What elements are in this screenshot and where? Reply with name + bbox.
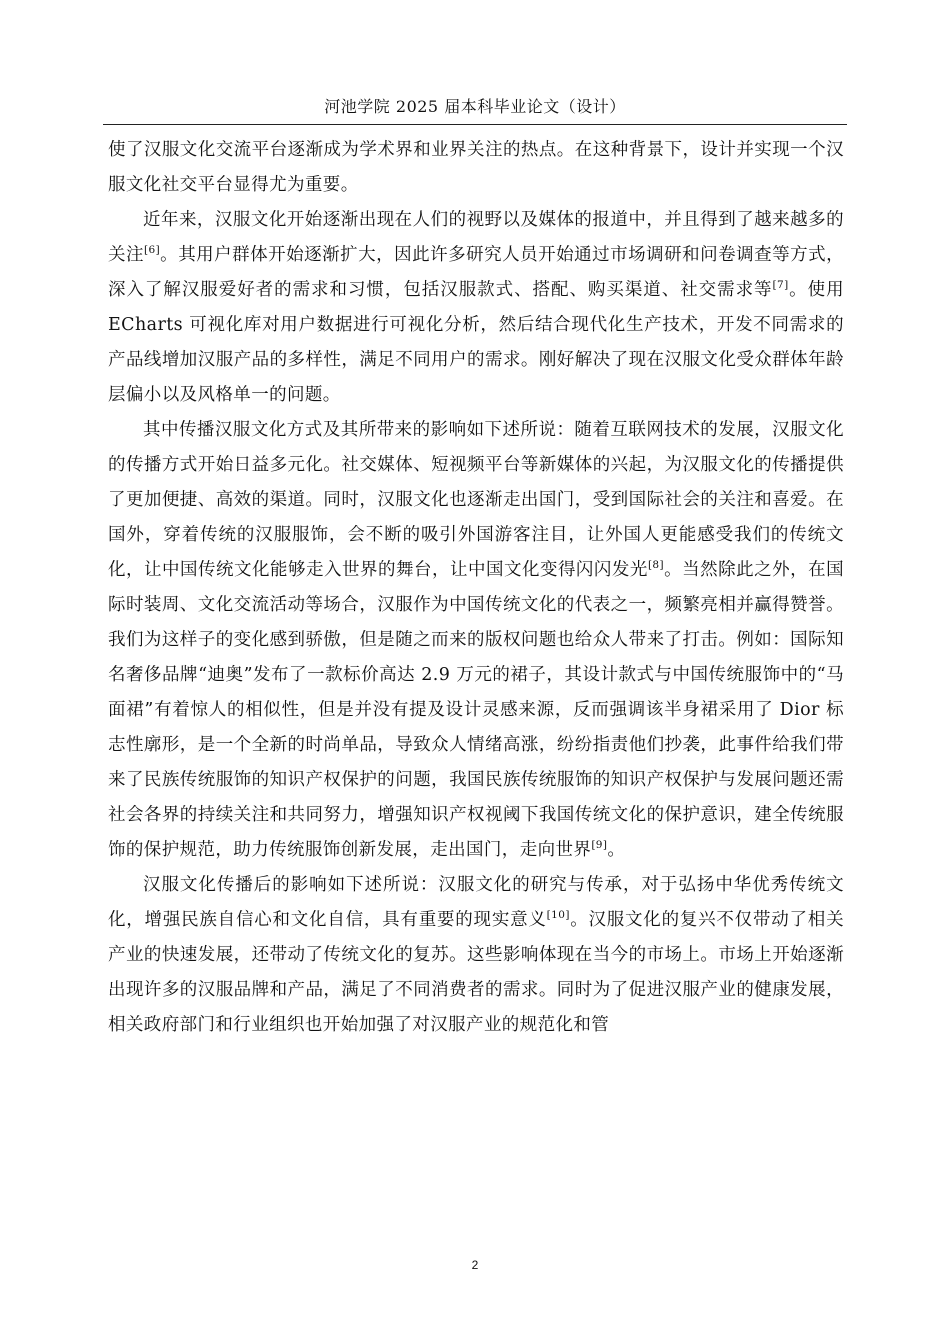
paragraph-text: 汉服文化的复兴不仅带动了相关产业的快速发展，还带动了传统文化的复苏。这些影响体现在当今的市场上。市场上开始逐渐出现许多的汉服品牌和产品，满足了不同消费者的需求。同时为了促进汉服产业的健康发展，相关政府部门和行业组织也开始加强了对汉服产业的规范化和管 <box>108 910 844 1035</box>
punctuation: 。 <box>160 245 179 265</box>
citation-7: [7] <box>772 279 789 292</box>
punctuation: 。 <box>788 280 808 300</box>
punctuation: 。 <box>569 910 589 930</box>
paragraph-text: 汉服文化传播后的影响如下述所说：汉服文化的研究与传承，对于弘扬中华优秀传统文化，增强民族自信心和文化自信，具有重要的现实意义 <box>108 875 844 930</box>
page-number: 2 <box>471 1258 479 1272</box>
paragraph-text: 使用 ECharts 可视化库对用户数据进行可视化分析，然后结合现代化生产技术，开发不同需求的产品线增加汉服产品的多样性，满足不同用户的需求。刚好解决了现在汉服文化受众群体年龄层偏小以及风格单一的问题。 <box>108 280 844 405</box>
running-header: 河池学院 2025 届本科毕业论文（设计） <box>324 97 626 116</box>
citation-10: [10] <box>546 909 570 922</box>
paragraph-text: 当然除此之外，在国际时装周、文化交流活动等场合，汉服作为中国传统文化的代表之一，频繁亮相并赢得赞誉。我们为这样子的变化感到骄傲，但是随之而来的版权问题也给众人带来了打击。例如：国际知名奢侈品牌“迪奥”发布了一款标价高达 2.9 万元的裙子，其设计款式与中国传统服饰中的“马面裙”有着惊人的相似性，但是并没有提及设计灵感来源，反而强调该半身裙采用了 Dior 标志性廓形，是一个全新的时尚单品，导致众人情绪高涨，纷纷指责他们抄袭，此事件给我们带来了民族传统服饰的知识产权保护的问题，我国民族传统服饰的知识产权保护与发展问题还需社会各界的持续关注和共同努力，增强知识产权视阈下我国传统文化的保护意识，建全传统服饰的保护规范，助力传统服饰创新发展，走出国门，走向世界 <box>108 560 845 860</box>
paragraph-3 <box>108 413 844 868</box>
header-rule <box>103 124 847 125</box>
paragraph-text: 其用户群体开始逐渐扩大，因此许多研究人员开始通过市场调研和问卷调查等方式，深入了解汉服爱好者的需求和习惯，包括汉服款式、搭配、购买渠道、社交需求等 <box>108 245 844 300</box>
citation-6: [6] <box>144 244 161 257</box>
paragraph-continued <box>108 133 844 203</box>
punctuation: 。 <box>607 840 626 860</box>
citation-8: [8] <box>647 559 665 572</box>
paragraph-text: 近年来，汉服文化开始逐渐出现在人们的视野以及媒体的报道中，并且得到了越来越多的关注 <box>108 210 844 265</box>
paragraph-text: 其中传播汉服文化方式及其所带来的影响如下述所说：随着互联网技术的发展，汉服文化的传播方式开始日益多元化。社交媒体、短视频平台等新媒体的兴起，为汉服文化的传播提供了更加便捷、高效的渠道。同时，汉服文化也逐渐走出国门，受到国际社会的关注和喜爱。在国外，穿着传统的汉服服饰，会不断的吸引外国游客注目，让外国人更能感受我们的传统文化，让中国传统文化能够走入世界的舞台，让中国文化变得闪闪发光 <box>108 420 844 580</box>
punctuation: 。 <box>664 560 683 580</box>
body-text <box>108 133 844 1043</box>
paragraph-4 <box>108 868 844 1043</box>
citation-9: [9] <box>591 839 608 852</box>
paragraph-text: 使了汉服文化交流平台逐渐成为学术界和业界关注的热点。在这种背景下，设计并实现一个汉服文化社交平台显得尤为重要。 <box>108 140 844 195</box>
paragraph-2 <box>108 203 844 413</box>
